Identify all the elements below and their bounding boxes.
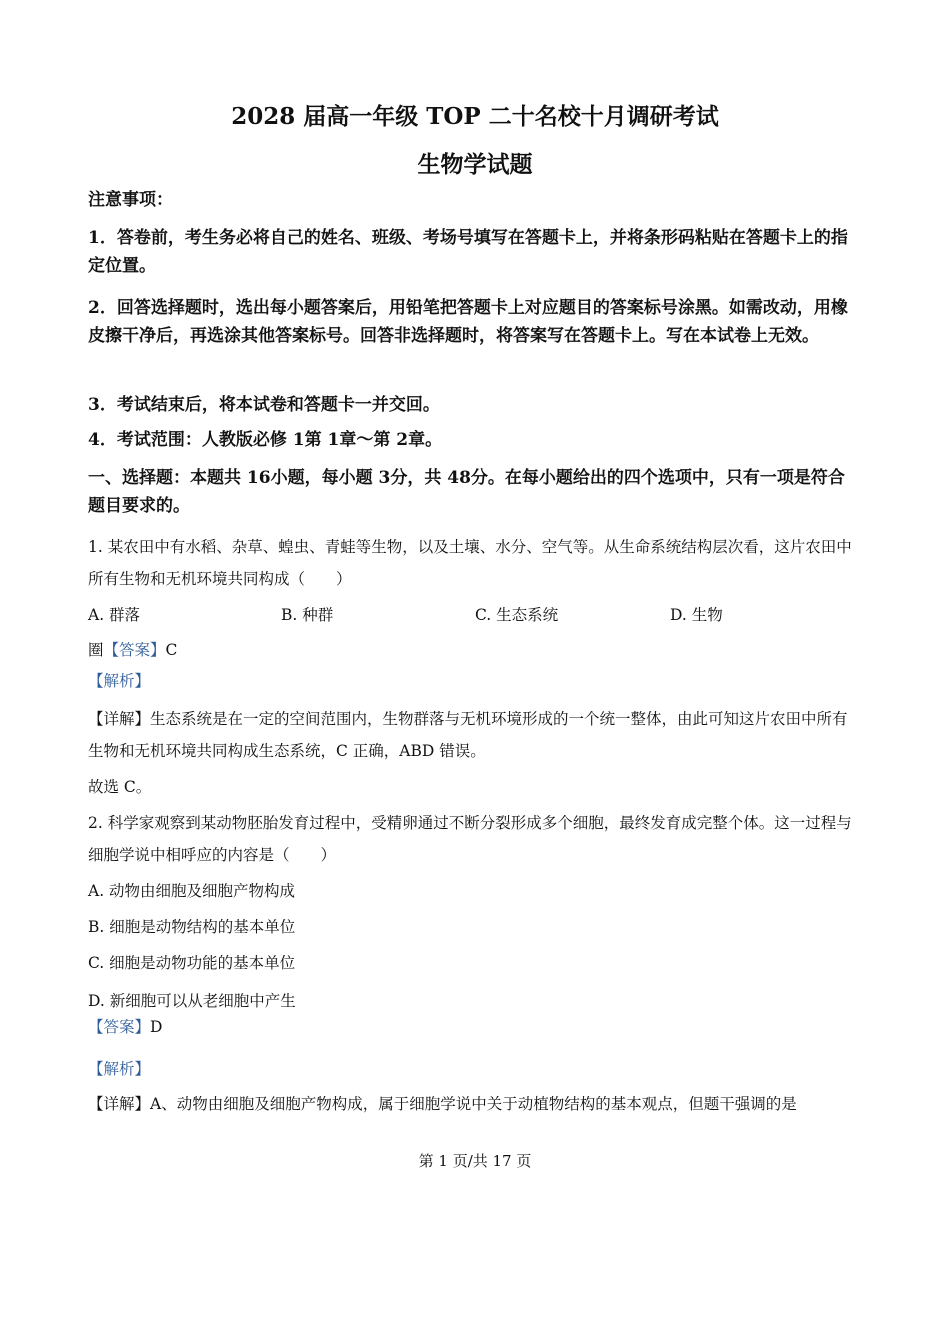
q1-answer-line (88, 638, 177, 660)
q2-stem: 2. 科学家观察到某动物胚胎发育过程中，受精卵通过不断分裂形成多个细胞，最终发育成完整个体。这一过程与细胞学说中相呼应的内容是（ ） (88, 814, 852, 864)
q2-option-b: B. 细胞是动物结构的基本单位 (88, 918, 296, 936)
q2-detail (88, 1092, 863, 1114)
q2-option-d: D. 新细胞可以从老细胞中产生 (88, 992, 296, 1010)
q2-option-c: C. 细胞是动物功能的基本单位 (88, 954, 296, 972)
q2-detail-text: A、动物由细胞及细胞产物构成，属于细胞学说中关于动植物结构的基本观点，但题干强调的是 (150, 1095, 797, 1113)
q2-detail-label: 【详解】 (88, 1095, 151, 1113)
q2-analysis-label: 【解析】 (88, 1060, 151, 1078)
q1-option-d: D. 生物 (670, 606, 723, 624)
q2-option-a: A. 动物由细胞及细胞产物构成 (88, 882, 296, 900)
notice-item-1: 1．答卷前，考生务必将自己的姓名、班级、考场号填写在答题卡上，并将条形码粘贴在答题卡上的指定位置。 (88, 228, 848, 276)
notice-item-3: 3．考试结束后，将本试卷和答题卡一并交回。 (88, 395, 440, 415)
q1-option-d-tail: 圈 (88, 641, 104, 659)
q1-option-b: B. 种群 (281, 606, 334, 624)
notice-heading: 注意事项： (88, 190, 173, 210)
q1-conclusion: 故选 C。 (88, 778, 152, 796)
page-footer: 第 1 页/共 17 页 (418, 1152, 532, 1170)
exam-subtitle: 生物学试题 (417, 151, 533, 178)
q1-answer: C (165, 641, 178, 659)
q1-detail (88, 703, 863, 767)
q1-detail-label: 【详解】 (88, 710, 151, 728)
q2-answer-line (88, 1015, 162, 1037)
q1-answer-label: 【答案】 (103, 641, 166, 659)
q2-answer: D (150, 1018, 163, 1036)
q1-stem: 1. 某农田中有水稻、杂草、蝗虫、青蛙等生物，以及土壤、水分、空气等。从生命系统结构层次看，这片农田中所有生物和无机环境共同构成（ ） (88, 538, 852, 588)
q1-detail-text: 生态系统是在一定的空间范围内，生物群落与无机环境形成的一个统一整体，由此可知这片农田中所有生物和无机环境共同构成生态系统，C 正确，ABD 错误。 (88, 710, 848, 760)
section-heading: 一、选择题：本题共 16小题，每小题 3分，共 48分。在每小题给出的四个选项中，只有一项是符合题目要求的。 (88, 468, 845, 516)
q2-answer-label: 【答案】 (88, 1018, 151, 1036)
notice-item-2: 2．回答选择题时，选出每小题答案后，用铅笔把答题卡上对应题目的答案标号涂黑。如需改动，用橡皮擦干净后，再选涂其他答案标号。回答非选择题时，将答案写在答题卡上。写在本试卷上无效。 (88, 298, 848, 346)
notice-item-4: 4．考试范围：人教版必修 1第 1章～第 2章。 (88, 430, 443, 450)
exam-title: 2028 届高一年级 TOP 二十名校十月调研考试 (231, 103, 719, 130)
q1-option-c: C. 生态系统 (475, 606, 559, 624)
q1-option-a: A. 群落 (88, 606, 141, 624)
q1-analysis-label: 【解析】 (88, 672, 151, 690)
